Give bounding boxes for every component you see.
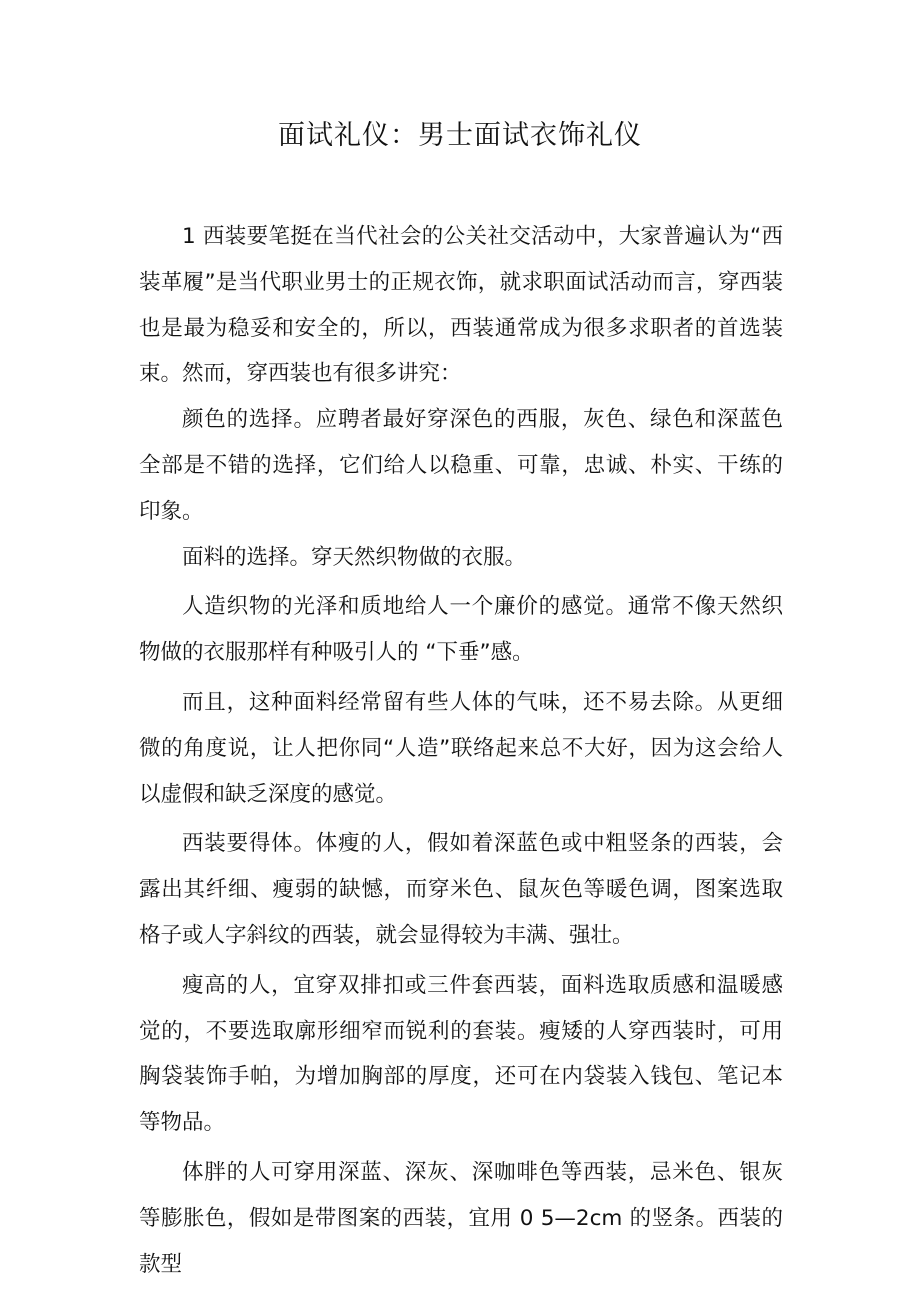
document-body: [139, 214, 783, 1287]
paragraph: 面料的选择。穿天然织物做的衣服。: [182, 544, 527, 570]
document-title: 面试礼仪：男士面试衣饰礼仪: [278, 120, 642, 151]
paragraph: 颜色的选择。应聘者最好穿深色的西服，灰色、绿色和深蓝色全部是不错的选择，它们给人以稳重、可靠，忠诚、朴实、干练的印象。: [139, 407, 783, 524]
paragraph: 而且，这种面料经常留有些人体的气味，还不易去除。从更细微的角度说，让人把你同“人造”联络起来总不大好，因为这会给人以虚假和缺乏深度的感觉。: [139, 689, 783, 807]
paragraph: 人造织物的光泽和质地给人一个廉价的感觉。通常不像天然织物做的衣服那样有种吸引人的 “下垂”感。: [139, 594, 783, 666]
paragraph: 瘦高的人，宜穿双排扣或三件套西装，面料选取质感和温暖感觉的，不要选取廓形细窄而锐利的套装。瘦矮的人穿西装时，可用胸袋装饰手帕，为增加胸部的厚度，还可在内袋装入钱包、笔记本等物品。: [139, 972, 783, 1136]
paragraph: 1 西装要笔挺在当代社会的公关社交活动中，大家普遍认为“西装革履”是当代职业男士的正规衣饰，就求职面试活动而言，穿西装也是最为稳妥和安全的，所以，西装通常成为很多求职者的首选装束。然而，穿西装也有很多讲究：: [139, 224, 783, 387]
paragraph: 体胖的人可穿用深蓝、深灰、深咖啡色等西装，忌米色、银灰等膨胀色，假如是带图案的西装，宜用 0 5—2cm 的竖条。西装的款型: [139, 1159, 783, 1277]
paragraph: 西装要得体。体瘦的人，假如着深蓝色或中粗竖条的西装，会露出其纤细、瘦弱的缺憾，而穿米色、鼠灰色等暖色调，图案选取格子或人字斜纹的西装，就会显得较为丰满、强壮。: [139, 831, 783, 948]
